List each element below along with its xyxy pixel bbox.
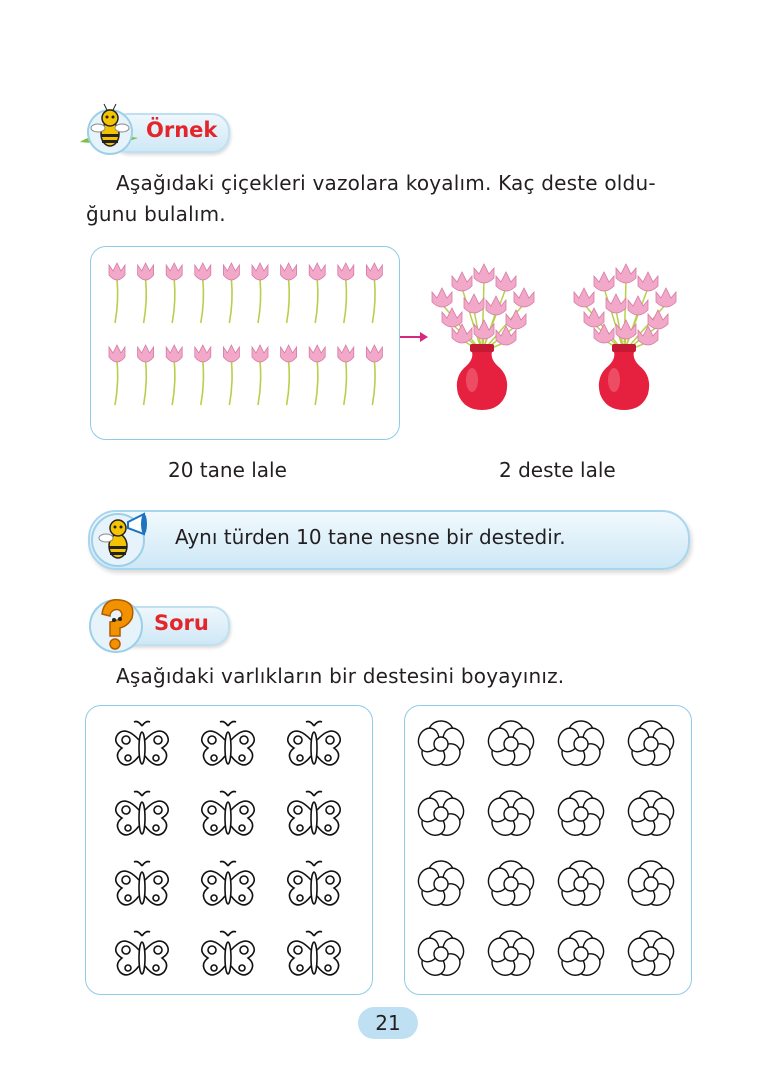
question-heading: Soru	[154, 611, 209, 635]
tulip-icon	[252, 263, 268, 323]
butterfly-outline-icon	[288, 722, 341, 765]
butterfly-outline-icon	[202, 792, 255, 835]
flower-outline-icon	[555, 861, 606, 910]
tulip-icon	[166, 345, 182, 405]
info-text: Aynı türden 10 tane nesne bir destedir.	[175, 525, 566, 549]
tulip-bloom-icon	[606, 294, 626, 313]
tulip-bloom-icon	[442, 308, 462, 327]
flower-outline-icon	[485, 791, 536, 840]
flower-panel	[404, 705, 692, 995]
tulip-panel	[90, 246, 400, 440]
flower-outline-icon	[485, 721, 536, 770]
tulip-bloom-icon	[474, 264, 494, 283]
flower-outline-icon	[625, 861, 676, 910]
tulip-icon	[252, 345, 268, 405]
vase-body	[599, 352, 649, 410]
flower-outline-icon	[485, 931, 536, 980]
vase-bouquet-1	[420, 260, 546, 416]
tulip-icon	[195, 345, 211, 405]
tulip-grid	[91, 247, 399, 439]
tulip-bloom-icon	[452, 272, 472, 291]
tulip-bloom-icon	[616, 264, 636, 283]
tulip-bloom-icon	[648, 310, 668, 329]
butterfly-outline-icon	[116, 722, 169, 765]
vase-body	[457, 352, 507, 410]
vase-neck	[470, 344, 494, 352]
tulip-bloom-icon	[594, 272, 614, 291]
tulip-icon	[281, 263, 297, 323]
tulip-icon	[223, 263, 239, 323]
flower-grid	[405, 706, 691, 994]
flower-outline-icon	[625, 931, 676, 980]
butterfly-outline-icon	[288, 792, 341, 835]
flower-outline-icon	[625, 791, 676, 840]
vase-neck	[612, 344, 636, 352]
tulip-icon	[338, 345, 354, 405]
butterfly-outline-icon	[202, 932, 255, 975]
butterfly-outline-icon	[288, 862, 341, 905]
tulip-bloom-icon	[432, 288, 452, 307]
tulip-icon	[109, 345, 125, 405]
butterfly-panel	[85, 705, 373, 995]
butterfly-grid	[86, 706, 372, 994]
tulip-icon	[109, 263, 125, 323]
butterfly-outline-icon	[202, 862, 255, 905]
butterfly-outline-icon	[116, 932, 169, 975]
tulip-bloom-icon	[506, 310, 526, 329]
tulip-icon	[138, 345, 154, 405]
butterfly-outline-icon	[116, 792, 169, 835]
flower-outline-icon	[625, 721, 676, 770]
caption-tulip-count: 20 tane lale	[168, 458, 287, 482]
example-heading: Örnek	[146, 118, 218, 142]
butterfly-outline-icon	[202, 722, 255, 765]
flower-outline-icon	[555, 791, 606, 840]
flower-outline-icon	[415, 791, 466, 840]
tulip-icon	[195, 263, 211, 323]
caption-bunch-count: 2 deste lale	[499, 458, 616, 482]
example-instruction-line1: Aşağıdaki çiçekleri vazolara koyalım. Kaç deste oldu-	[116, 171, 656, 195]
flower-outline-icon	[415, 721, 466, 770]
page-number: 21	[358, 1007, 418, 1039]
tulip-icon	[366, 345, 382, 405]
tulip-bloom-icon	[486, 296, 506, 315]
example-instruction-line2: ğunu bulalım.	[86, 202, 226, 226]
question-instruction: Aşağıdaki varlıkların bir destesini boyayınız.	[116, 664, 565, 688]
tulip-icon	[166, 263, 182, 323]
tulip-icon	[281, 345, 297, 405]
flower-outline-icon	[415, 931, 466, 980]
tulip-bloom-icon	[574, 288, 594, 307]
vase-bouquet-2	[562, 260, 688, 416]
flower-outline-icon	[555, 931, 606, 980]
tulip-icon	[309, 263, 325, 323]
tulip-bloom-icon	[584, 308, 604, 327]
bee-megaphone-icon	[88, 504, 154, 570]
tulip-icon	[223, 345, 239, 405]
tulip-bloom-icon	[656, 288, 676, 307]
tulip-icon	[366, 263, 382, 323]
butterfly-outline-icon	[288, 932, 341, 975]
tulip-icon	[338, 263, 354, 323]
tulip-bloom-icon	[514, 288, 534, 307]
tulip-icon	[309, 345, 325, 405]
tulip-icon	[138, 263, 154, 323]
flower-outline-icon	[415, 861, 466, 910]
flower-outline-icon	[485, 861, 536, 910]
butterfly-outline-icon	[116, 862, 169, 905]
tulip-bloom-icon	[638, 272, 658, 291]
tulip-bloom-icon	[464, 294, 484, 313]
tulip-bloom-icon	[496, 272, 516, 291]
question-mark-icon	[84, 592, 148, 656]
tulip-bloom-icon	[628, 296, 648, 315]
flower-outline-icon	[555, 721, 606, 770]
bee-mascot-icon	[78, 102, 142, 160]
